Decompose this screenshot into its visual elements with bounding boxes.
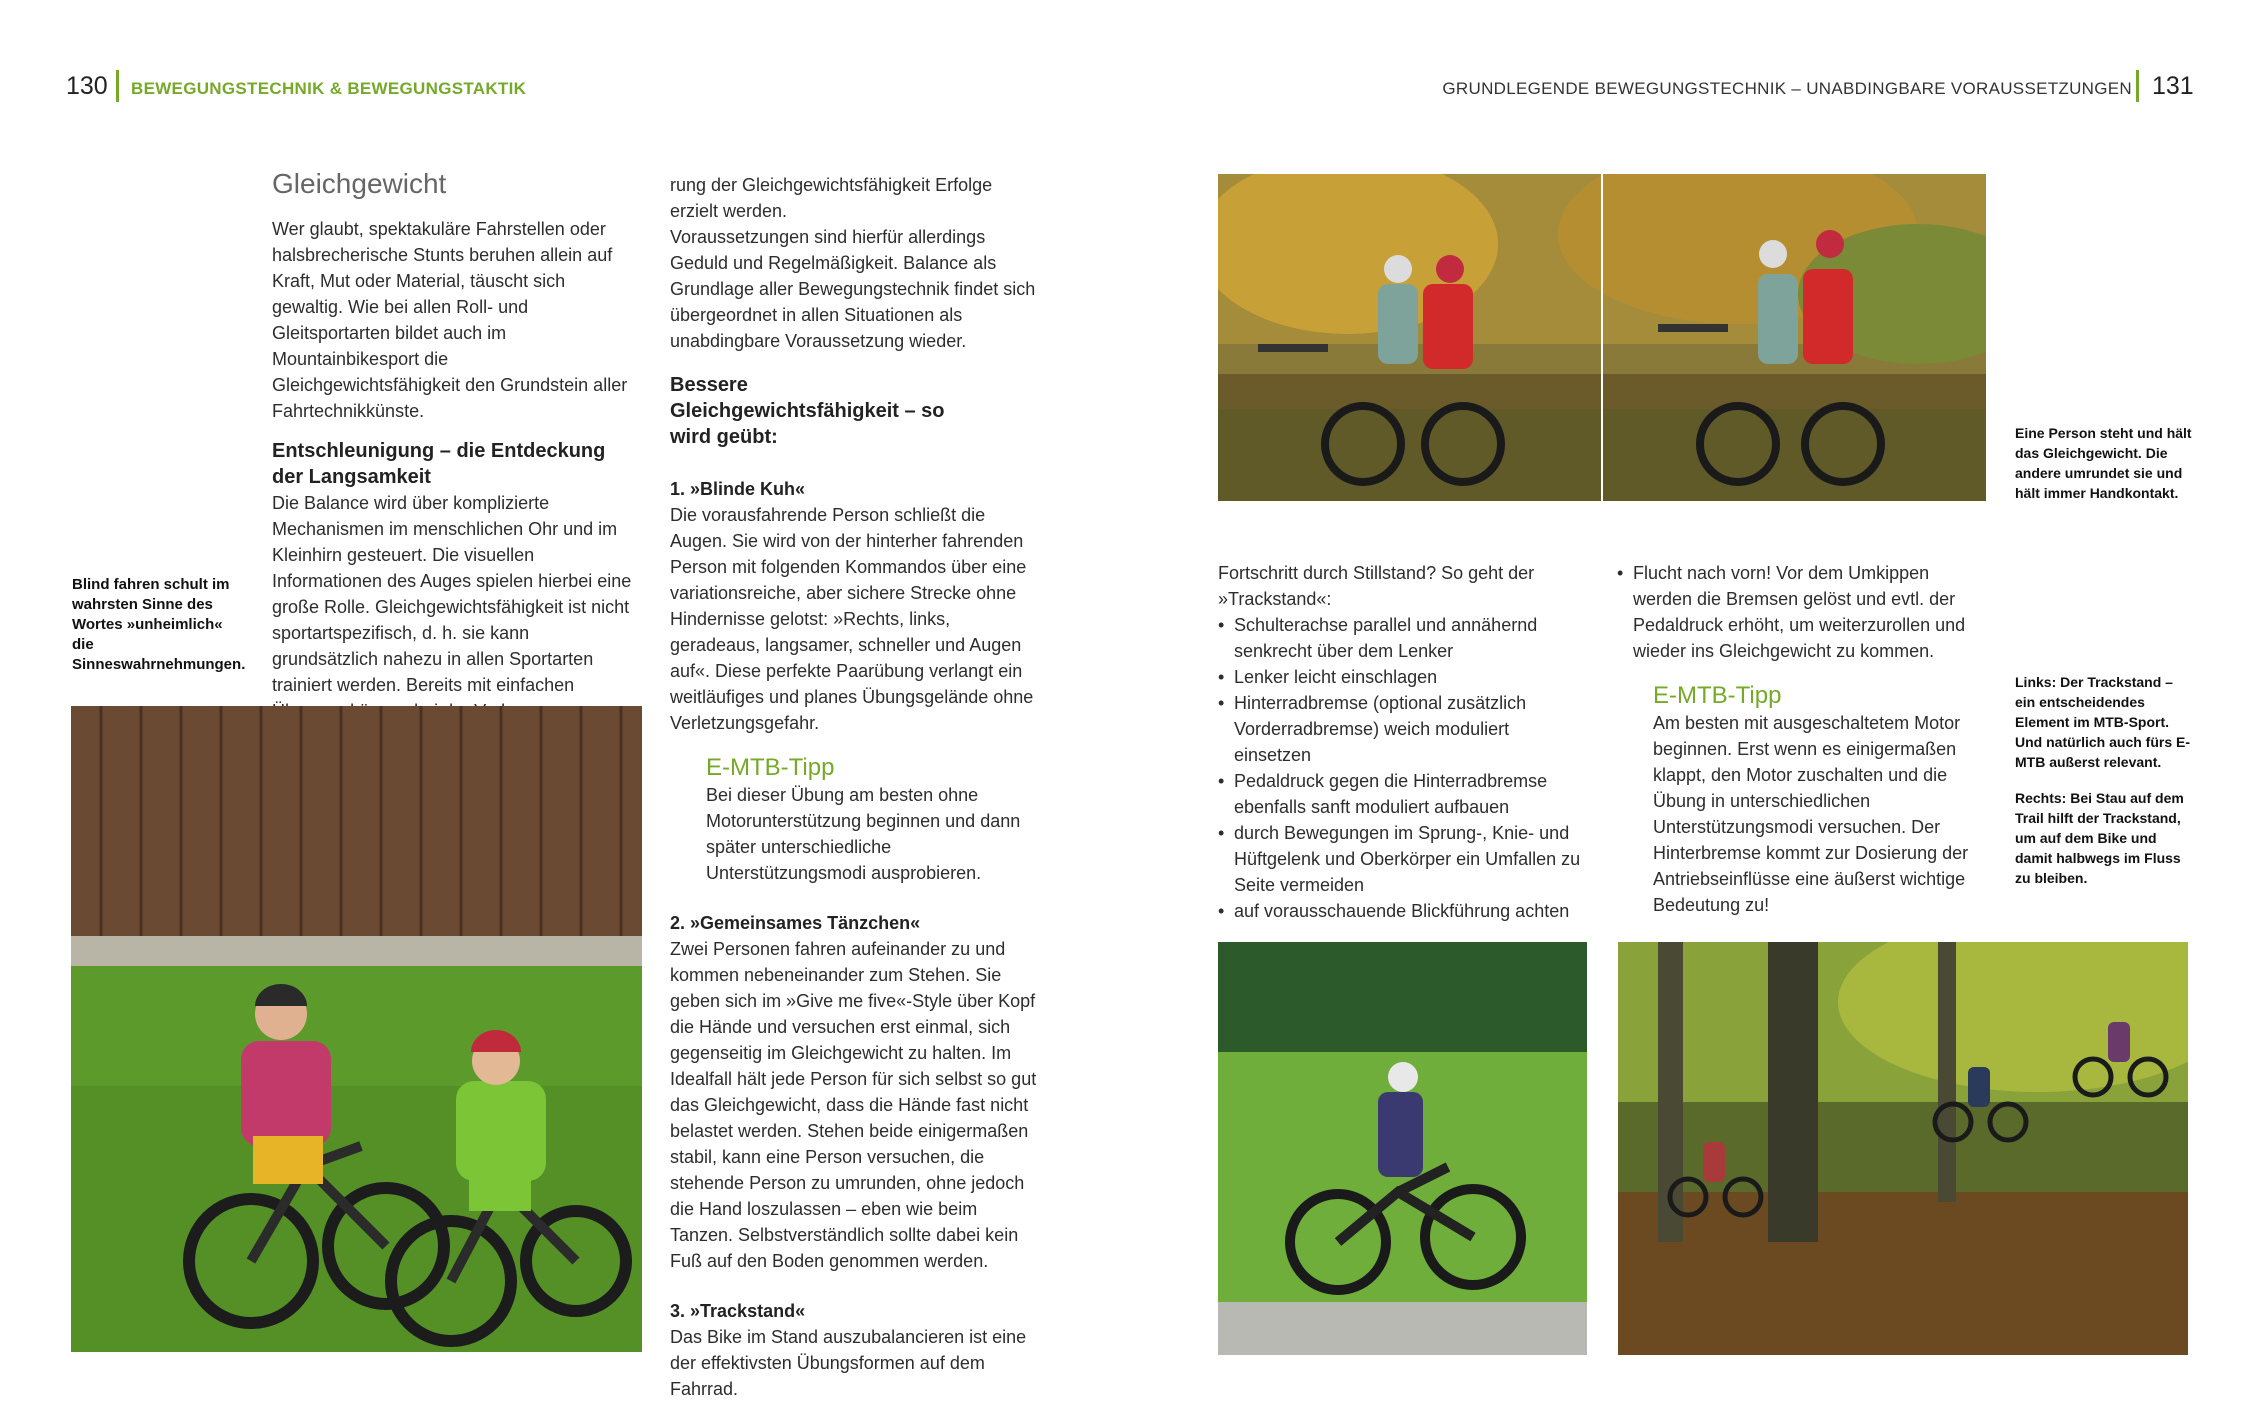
trackstand-bullet: • Pedaldruck gegen die Hinterradbremse ebenfalls sanft moduliert aufbauen xyxy=(1218,768,1588,820)
exercise-3-title: 3. »Trackstand« xyxy=(670,1301,806,1321)
page-number-left: 130 xyxy=(66,72,108,100)
e-mtb-tip-title-1: E-MTB-Tipp xyxy=(706,754,835,781)
exercise-2-text: Zwei Personen fahren aufeinander zu und kommen nebeneinander zum Stehen. Sie geben sich im »Give me five«-Style über Kopf die Hände und versuchen erst einmal, sich gegenseitig im Gleichgewicht zu halten. Im Idealfall hält jede Person für sich selbst so gut das Gleichgewicht, dass die Hände fast nicht belastet werden. Stehen beide einigermaßen stabil, kann eine Person versuchen, die stehende Person zu umrunden, ohne jedoch die Hand loszulassen – eben wie beim Tanzen. Selbstverständlich sollte dabei kein Fuß auf den Boden genommen werden. xyxy=(670,939,1037,1271)
exercise-3-text: Das Bike im Stand auszubalancieren ist eine der effektivsten Übungsformen auf dem Fahrrad. xyxy=(670,1327,1027,1399)
flight-forward-bullet: • Flucht nach vorn! Vor dem Umkippen werden die Bremsen gelöst und evtl. der Pedaldruck erhöht, um weiterzurollen und wieder ins Gleichgewicht zu kommen. xyxy=(1617,560,1987,664)
column-1 xyxy=(272,168,640,724)
page-number-right: 131 xyxy=(2152,72,2194,100)
exercise-1-text: Die vorausfahrende Person schließt die Augen. Sie wird von der hinterher fahrenden Person mit folgenden Kommandos über eine variationsreiche, aber sichere Strecke ohne Hindernisse gelotst: »Rechts, links, geradeaus, langsamer, schneller und Augen auf«. Diese perfekte Paarübung verlangt ein weitläufiges und planes Übungsgelände ohne Verletzungsgefahr. xyxy=(670,505,1034,733)
trackstand-list xyxy=(1218,612,1588,924)
practice-heading: Bessere Gleichgewichtsfähigkeit – so wird geübt: xyxy=(670,374,945,448)
running-head-left: BEWEGUNGSTECHNIK & BEWEGUNGSTAKTIK xyxy=(131,79,527,98)
e-mtb-tip-text-1: Bei dieser Übung am besten ohne Motorunterstützung beginnen und dann später unterschiedliche Unterstützungsmodi ausprobieren. xyxy=(706,785,1021,883)
continuation-paragraph: rung der Gleichgewichtsfähigkeit Erfolge erzielt werden. xyxy=(670,175,993,221)
trackstand-bullet: • Hinterradbremse (optional zusätzlich Vorderradbremse) weich moduliert einsetzen xyxy=(1218,690,1588,768)
body-paragraph: Die Balance wird über komplizierte Mechanismen im menschlichen Ohr und im Kleinhirn gesteuert. Die visuellen Informationen des Auges spielen hierbei eine große Rolle. Gleichgewichtsfähigkeit ist nicht sportartspezifisch, d. h. sie kann grundsätzlich nahezu in allen Sportarten trainiert werden. Bereits mit einfachen xyxy=(272,493,632,695)
paragraph-requirements: Voraussetzungen sind hierfür allerdings Geduld und Regelmäßigkeit. Balance als Grundlage aller Bewegungstechnik findet sich übergeordnet in allen Situationen als unabdingbare Voraussetzung wieder. xyxy=(670,227,1036,351)
e-mtb-tip-box-2 xyxy=(1653,682,1987,918)
intro-paragraph: Wer glaubt, spektakuläre Fahrstellen oder halsbrecherische Stunts beruhen allein auf Kraft, Mut oder Material, täuscht sich gewaltig. Wie bei allen Roll- und Gleitsportarten bildet auch im Mountainbikesport die Gleichgewichtsfähigkeit den Grundstein aller Fahrtechnikkünste. xyxy=(272,219,628,421)
trackstand-bullet: • auf vorausschauende Blickführung achten xyxy=(1218,898,1588,924)
trackstand-bullet: • Schulterachse parallel und annähernd senkrecht über dem Lenker xyxy=(1218,612,1588,664)
caption-pair-exercise: Eine Person steht und hält das Gleichgewicht. Die andere umrundet sie und hält immer Handkontakt. xyxy=(2015,425,2192,501)
e-mtb-tip-text-2: Am besten mit ausgeschaltetem Motor beginnen. Erst wenn es einigermaßen klappt, den Motor zuschalten und die Übung in unterschiedlichen Unterstützungsmodi versuchen. Der Hinterbremse kommt zur Dosierung der Antriebseinflüsse eine äußerst wichtige Bedeutung zu! xyxy=(1653,713,1969,915)
column-3 xyxy=(1218,560,1588,924)
column-2 xyxy=(670,172,1042,1402)
e-mtb-tip-box-1 xyxy=(706,754,1042,886)
photo-trackstand-rider xyxy=(1218,942,1587,1355)
trackstand-bullet: • Lenker leicht einschlagen xyxy=(1218,664,1588,690)
caption-blind-riding: Blind fahren schult im wahrsten Sinne des Wortes »unheimlich« die Sinneswahrnehmungen. xyxy=(72,576,246,673)
photo-forest-trail xyxy=(1618,942,2188,1355)
caption-trackstand-right: Rechts: Bei Stau auf dem Trail hilft der Trackstand, um auf dem Bike und damit halbwegs im Fluss zu bleiben. xyxy=(2015,790,2184,886)
caption-trackstand-left: Links: Der Trackstand – ein entscheidendes Element im MTB-Sport. Und natürlich auch fürs E-MTB außerst relevant. xyxy=(2015,674,2191,770)
subheading: Entschleunigung – die Entdeckung der Langsamkeit xyxy=(272,440,606,488)
exercise-2-title: 2. »Gemeinsames Tänzchen« xyxy=(670,913,921,933)
photo-two-riders xyxy=(71,706,642,1352)
flight-forward-list xyxy=(1617,560,1987,664)
trackstand-intro: Fortschritt durch Stillstand? So geht der »Trackstand«: xyxy=(1218,563,1535,609)
photo-high-five-pair xyxy=(1218,174,1986,501)
column-4 xyxy=(1617,560,1987,918)
header-divider-right xyxy=(2136,70,2139,102)
running-head-right: GRUNDLEGENDE BEWEGUNGSTECHNIK – UNABDINGBARE VORAUSSETZUNGEN xyxy=(1442,79,2132,98)
e-mtb-tip-title-2: E-MTB-Tipp xyxy=(1653,682,1782,709)
section-heading: Gleichgewicht xyxy=(272,168,447,199)
header-divider-left xyxy=(116,70,119,102)
trackstand-bullet: • durch Bewegungen im Sprung-, Knie- und Hüftgelenk und Oberkörper ein Umfallen zu Seite vermeiden xyxy=(1218,820,1588,898)
exercise-1-title: 1. »Blinde Kuh« xyxy=(670,479,806,499)
